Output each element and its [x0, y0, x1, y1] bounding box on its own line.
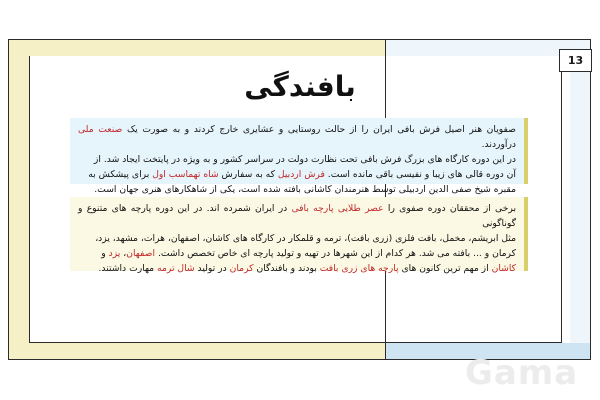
paragraph1-line2: در این دوره کارگاه های بزرگ فرش بافی تحت نظارت دولت در سراسر کشور و به ویژه در پایتخت ایجاد شد. از [93, 154, 516, 165]
text: ، [120, 248, 127, 259]
highlight: صنعت ملی [78, 124, 123, 135]
paragraph2-line3 [78, 246, 516, 261]
paragraph1-line1 [78, 122, 516, 152]
text: درآوردند. [481, 139, 516, 150]
text: بودند و بافندگان [253, 263, 320, 274]
text: آن دوره قالی های زیبا و نفیسی باقی مانده است. [324, 169, 516, 180]
page-number: 13 [567, 54, 584, 67]
page-number-box [559, 49, 592, 72]
highlight: کرمان [229, 263, 254, 274]
text: و [101, 248, 109, 259]
highlight: پارچه بافی [291, 203, 334, 214]
text: در ایران شمرده اند. در این دوره پارچه های متنوع و گوناگونی [78, 203, 516, 229]
text: مهارت داشتند. [98, 263, 158, 274]
highlight: اصفهان [126, 248, 156, 259]
text: که به سفارش [218, 169, 278, 180]
paragraph2-line2: مثل ابریشم، مخمل، بافت فلزی (زری بافت)، ترمه و قلمکار در کارگاه های کاشان، اصفهان، هرات، مشهد، یزد، [95, 233, 516, 244]
watermark-logo: Gama [465, 353, 579, 393]
highlight: یزد [108, 248, 121, 259]
highlight: فرش اردبیل [277, 169, 325, 180]
text: صفویان هنر اصیل فرش بافی ایران را از حالت روستایی و عشایری خارج کردند و به صورت یک [122, 124, 516, 135]
paragraph2-line4 [78, 261, 516, 276]
slide-title: بافندگی [244, 70, 356, 103]
text: کرمان و ... بافته می شد. هر کدام از این شهرها در تهیه و تولید پارچه ای خاص تخصص داشت. [155, 248, 516, 259]
text: در تولید [194, 263, 230, 274]
paragraph1-line4: مقبره شیخ صفی الدین اردبیلی توسط هنرمندان کاشانی بافته شده است، یکی از شاهکارهای هنری جهان است. [94, 184, 516, 195]
paragraph1-line3 [78, 167, 516, 182]
highlight: شاه تهماسب اول [152, 169, 219, 180]
text: برای پیشکش به [88, 169, 153, 180]
highlight: شال ترمه [157, 263, 195, 274]
highlight: کاشان [491, 263, 516, 274]
paragraph-textiles [70, 197, 528, 274]
paragraph2-line1 [78, 201, 516, 231]
text: برخی از محققان دوره صفوی را [383, 203, 517, 214]
highlight: پارچه های زری بافت [319, 263, 399, 274]
text: از مهم ترین کانون های [398, 263, 492, 274]
paragraph-carpet [70, 118, 528, 195]
highlight: عصر طلایی [337, 203, 384, 214]
